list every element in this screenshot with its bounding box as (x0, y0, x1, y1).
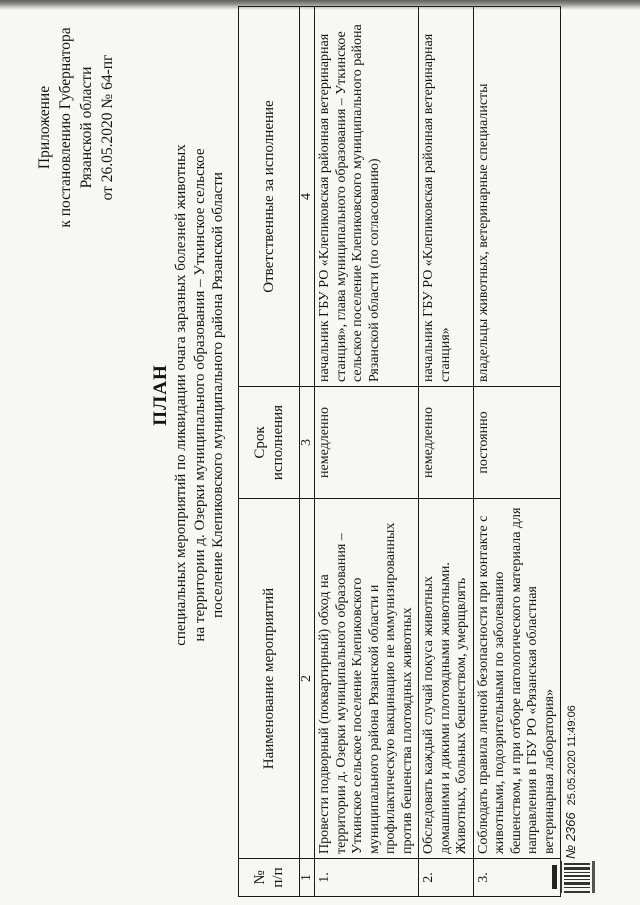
header-number: № п/п (239, 859, 300, 897)
header-term: Срок исполнения (239, 387, 300, 499)
row-term: немедленно (315, 387, 419, 499)
appendix-date: от 26.05.2020 № 64-пг (99, 54, 116, 201)
row-measure: Соблюдать правила личной безопасности при контакте с животными, подозрительными по заболеванию бешенством, и при отборе патологического материала для направления в ГБУ РО «Рязанская областная ветеринарная лаборатория» (473, 499, 561, 859)
appendix-line: к постановлению Губернатора (57, 27, 74, 228)
barcode-stamp-icon (550, 857, 600, 897)
row-number: 2. (419, 859, 474, 897)
document-title: ПЛАН (150, 364, 171, 426)
table-row (473, 7, 561, 897)
header-row (239, 7, 300, 897)
appendix-block (34, 10, 118, 245)
row-measure: Обследовать каждый случай покуса животных домашними и дикими плотоядными животными. Животных, больных бешенством, умерщвлять (419, 499, 474, 859)
appendix-line: Рязанской области (78, 66, 95, 189)
row-number: 3. (473, 859, 561, 897)
row-measure: Провести подворный (поквартирный) обход на территории д. Озерки муниципального образования – Уткинское сельское поселение Клепиковского муниципального района Рязанской области и профилактическую вакцинацию не иммунизированных против бешенства плотоядных животных (315, 499, 419, 859)
header-responsible: Ответственные за исполнение (239, 7, 300, 387)
row-responsible: владельцы животных, ветеринарные специалисты (473, 7, 561, 387)
appendix-line: Приложение (36, 85, 53, 170)
registration-number: № 2366 (563, 812, 578, 859)
plan-table (238, 6, 561, 897)
row-term: немедленно (419, 387, 474, 499)
subtitle-line: на территории д. Озерки муниципального образования – Уткинское сельское (191, 148, 208, 642)
row-number: 1. (315, 859, 419, 897)
registration-mark (563, 705, 578, 859)
column-number: 1 (300, 859, 315, 897)
row-responsible: начальник ГБУ РО «Клепиковская районная ветеринарная станция» (419, 7, 474, 387)
table-row (315, 7, 419, 897)
document-subtitle (172, 35, 228, 755)
row-responsible: начальник ГБУ РО «Клепиковская районная ветеринарная станция», глава муниципального образования – Уткинское сельское поселение Клепиковского муниципального района Рязанской области (по согласованию) (315, 7, 419, 387)
table-row (419, 7, 474, 897)
registration-datetime: 25.05.2020 11:49:06 (566, 705, 578, 806)
column-number-row (300, 7, 315, 897)
row-term: постоянно (473, 387, 561, 499)
subtitle-line: специальных мероприятий по ликвидации очага заразных болезней животных (173, 144, 189, 646)
column-number: 2 (300, 499, 315, 859)
column-number: 4 (300, 7, 315, 387)
header-measure: Наименование мероприятий (239, 499, 300, 859)
subtitle-line: поселение Клепиковского муниципального района Рязанской области (210, 172, 226, 618)
column-number: 3 (300, 387, 315, 499)
